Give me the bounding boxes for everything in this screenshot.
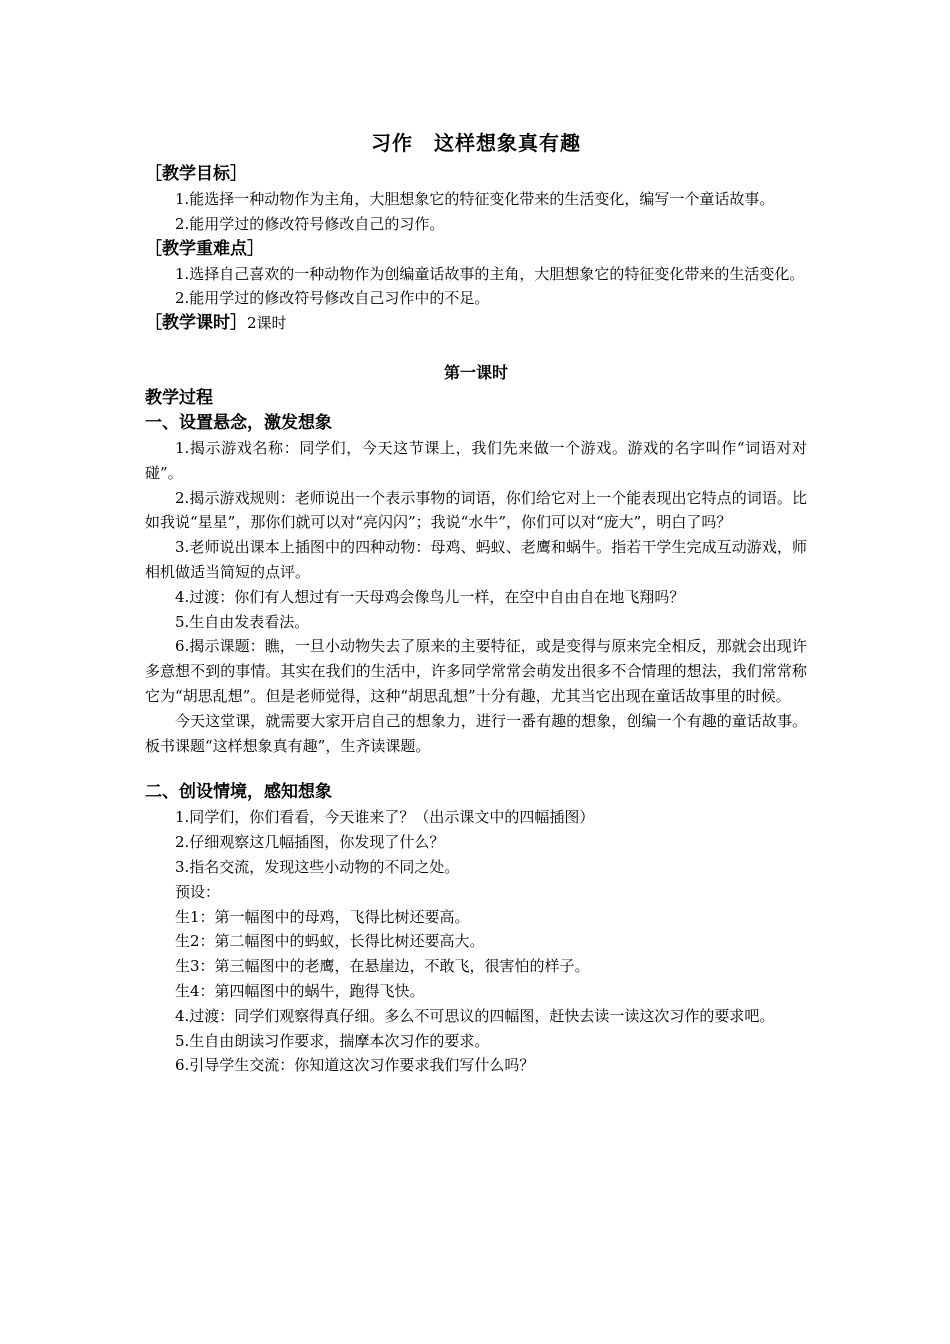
- section2-para: 预设：: [175, 882, 221, 901]
- lesson1-heading: 第一课时: [443, 362, 508, 382]
- process-heading: 教学过程: [145, 387, 213, 408]
- section1-para: 今天这堂课，就需要大家开启自己的想象力，进行一番有趣的想象，创编一个有趣的童话故事。板书课题“这样想象真有趣”，生齐读课题。: [145, 711, 807, 755]
- section2-para: 生3：第三幅图中的老鹰，在悬崖边，不敢飞，很害怕的样子。: [175, 957, 590, 976]
- section2-para: 4.过渡：同学们观察得真仔细。多么不可思议的四幅图，赶快去读一读这次习作的要求吧。: [175, 1006, 775, 1025]
- section2-para: 2.仔细观察这几幅插图，你发现了什么？: [175, 833, 445, 852]
- key-points-item: 2.能用学过的修改符号修改自己习作中的不足。: [175, 289, 490, 308]
- section1-para: 5.生自由发表看法。: [175, 612, 310, 631]
- document-body: [145, 128, 807, 1078]
- key-points-heading: ［教学重难点］: [145, 238, 264, 259]
- page-title: 习作 这样想象真有趣: [371, 131, 581, 155]
- section1-para: 3.老师说出课本上插图中的四种动物：母鸡、蚂蚁、老鹰和蜗牛。指若干学生完成互动游戏，师相机做适当简短的点评。: [145, 538, 807, 581]
- section2-para: 3.指名交流，发现这些小动物的不同之处。: [175, 857, 460, 876]
- section1-para: 1.揭示游戏名称：同学们，今天这节课上，我们先来做一个游戏。游戏的名字叫作“词语对对碰”。: [145, 438, 807, 482]
- section1-para: 2.揭示游戏规则：老师说出一个表示事物的词语，你们给它对上一个能表现出它特点的词语。比如我说“星星”，那你们就可以对“亮闪闪”；我说“水牛”，你们可以对“庞大”，明白了吗？: [145, 488, 807, 532]
- goals-item: 1.能选择一种动物作为主角，大胆想象它的特征变化带来的生活变化，编写一个童话故事。: [175, 190, 775, 208]
- section2-para: 生2：第二幅图中的蚂蚁，长得比树还要高大。: [175, 932, 485, 951]
- section1-para: 4.过渡：你们有人想过有一天母鸡会像鸟儿一样，在空中自由自在地飞翔吗？: [175, 587, 685, 606]
- goals-item: 2.能用学过的修改符号修改自己的习作。: [175, 214, 445, 233]
- section2-para: 1.同学们，你们看看，今天谁来了？（出示课文中的四幅插图）: [175, 808, 595, 827]
- section2-para: 生1：第一幅图中的母鸡，飞得比树还要高。: [175, 907, 470, 926]
- key-points-item: 1.选择自己喜欢的一种动物作为创编童话故事的主角，大胆想象它的特征变化带来的生活变化。: [175, 264, 805, 283]
- hours-value: 2课时: [247, 314, 287, 333]
- hours-line: [145, 311, 807, 336]
- section1-para: 6.揭示课题：瞧，一旦小动物失去了原来的主要特征，或是变得与原来完全相反，那就会出现许多意想不到的事情。其实在我们的生活中，许多同学常常会萌发出很多不合情理的想法，我们常常称它为“胡思乱想”。但是老师觉得，这种“胡思乱想”十分有趣，尤其当它出现在童话故事里的时候。: [145, 637, 807, 705]
- section2-para: 生4：第四幅图中的蜗牛，跑得飞快。: [175, 981, 425, 1000]
- hours-heading: ［教学课时］: [145, 313, 247, 334]
- section1-heading: 一、设置悬念，激发想象: [145, 412, 332, 433]
- section2-heading: 二、创设情境，感知想象: [145, 782, 332, 803]
- section2-para: 5.生自由朗读习作要求，揣摩本次习作的要求。: [175, 1031, 490, 1050]
- goals-heading: ［教学目标］: [145, 164, 247, 184]
- section2-para: 6.引导学生交流：你知道这次习作要求我们写什么吗？: [175, 1056, 535, 1075]
